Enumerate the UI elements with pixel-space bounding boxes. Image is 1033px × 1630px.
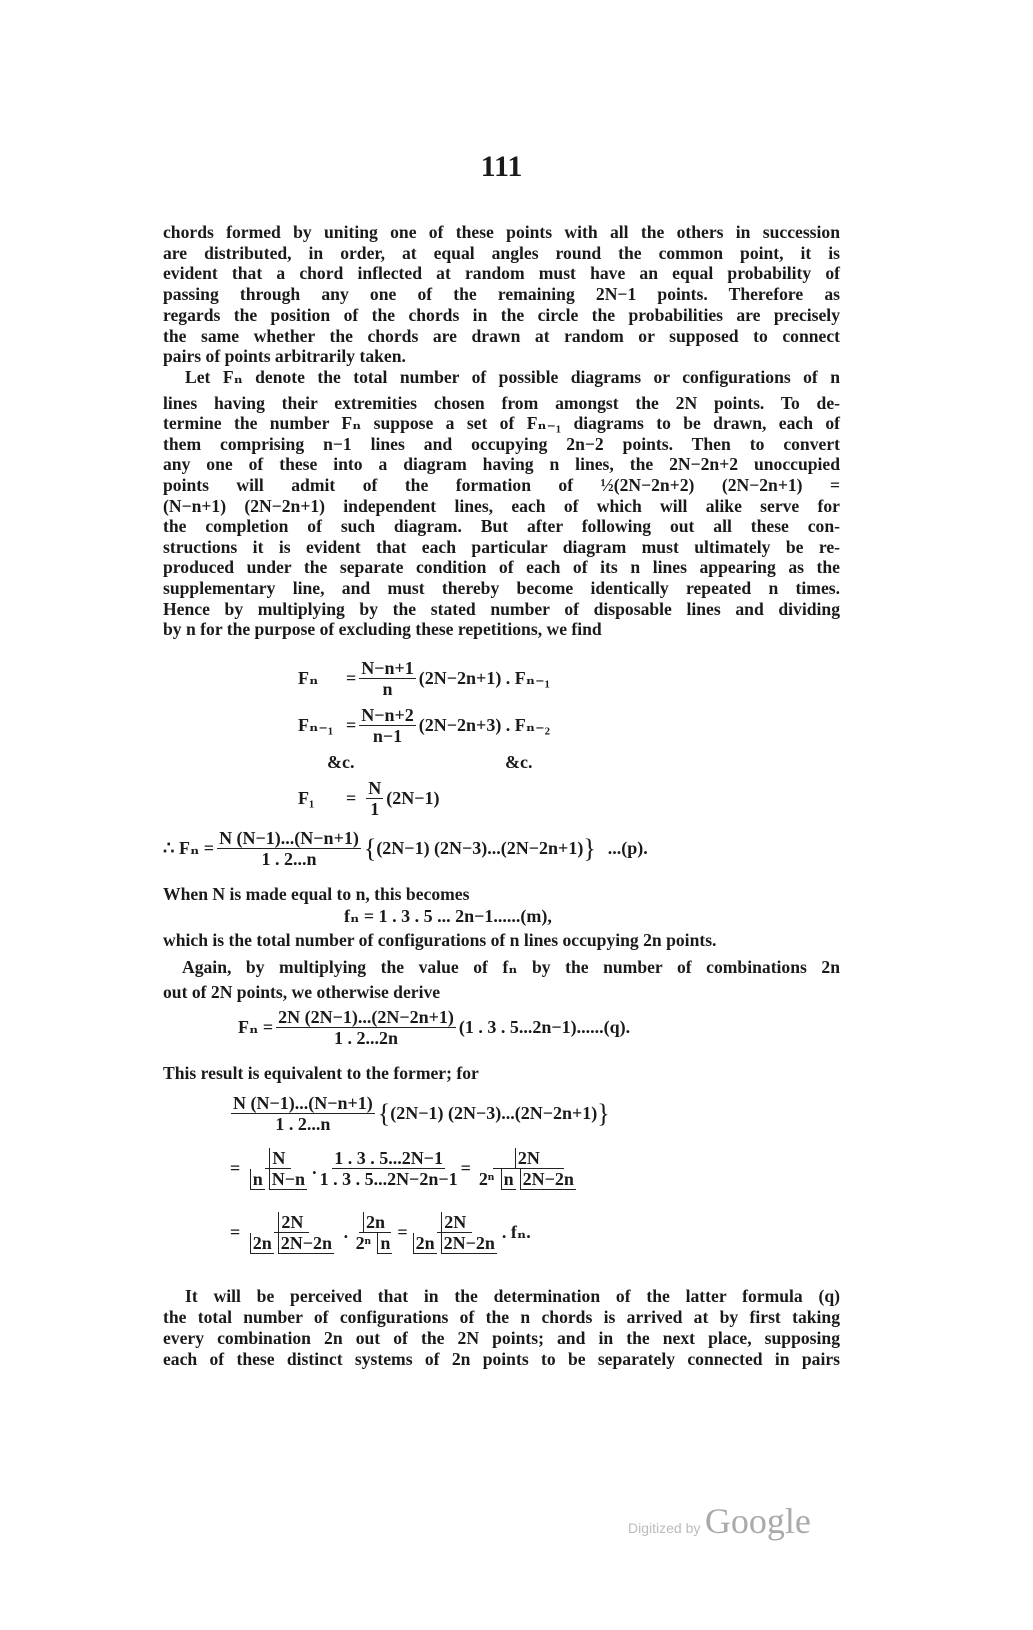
eq-tail: . fₙ. bbox=[501, 1222, 531, 1242]
factorial: n bbox=[501, 1169, 516, 1190]
eq-lhs: Fₙ bbox=[238, 1017, 259, 1037]
eq-num: N−n+1 bbox=[361, 658, 414, 678]
eq-rest: (2N−2n+1) . Fₙ₋₁ bbox=[418, 668, 551, 688]
eq-den: 2ⁿ bbox=[478, 1169, 495, 1189]
text-line: produced under the separate condition of each of its n lines appearing as the bbox=[163, 557, 840, 578]
text-line: by n for the purpose of excluding these repetitions, we find bbox=[163, 619, 602, 640]
watermark-prefix: Digitized by bbox=[628, 1520, 701, 1536]
eq-tag: ...(p). bbox=[607, 838, 648, 858]
text-line: This result is equivalent to the former; for bbox=[163, 1063, 479, 1083]
factorial: 2N bbox=[515, 1148, 542, 1169]
etc-1: &c. bbox=[327, 752, 355, 772]
eq-den: 1 . 3 . 5...2N−2n−1 bbox=[319, 1169, 458, 1189]
text-line: Let Fₙ denote the total number of possible diagrams or configurations of n bbox=[185, 367, 840, 387]
text-line: When N is made equal to n, this becomes bbox=[163, 884, 470, 904]
text-line: every combination 2n out of the 2N points; and in the next place, supposing bbox=[163, 1328, 840, 1348]
text-line: points will admit of the formation of ½(2N−2n+2) (2N−2n+1) = bbox=[163, 475, 840, 495]
equation-p: ∴ Fₙ = $\frac{N (N-1)...(N-n+1)}{1 . 2...n}$ { (2N−1) (2N−3)...(2N−2n+1) } ...(p). bbox=[163, 828, 648, 869]
factorial: n bbox=[377, 1233, 392, 1254]
eq-num: N−n+2 bbox=[361, 705, 414, 725]
factorial: N bbox=[269, 1148, 287, 1169]
text-line: any one of these into a diagram having n lines, the 2N−2n+2 unoccupied bbox=[163, 454, 840, 475]
google-watermark bbox=[628, 1500, 811, 1542]
text-line: out of 2N points, we otherwise derive bbox=[163, 982, 441, 1002]
eq-den: 1 . 2...2n bbox=[333, 1028, 398, 1048]
factorial: N−n bbox=[269, 1169, 307, 1190]
text-line: the completion of such diagram. But after following out all these con- bbox=[163, 516, 840, 537]
text-line: Hence by multiplying by the stated number of disposable lines and dividing bbox=[163, 598, 840, 619]
text-line: passing through any one of the remaining 2N−1 points. Therefore as bbox=[163, 284, 840, 305]
text-line: It will be perceived that in the determination of the latter formula (q) bbox=[185, 1286, 840, 1306]
factorial: 2N bbox=[278, 1212, 305, 1233]
equation-e1: $\frac{N (N-1)...(N-n+1)}{1 . 2...n}$ { (2N−1) (2N−3)...(2N−2n+1) } bbox=[233, 1093, 610, 1134]
eq-rest: (1 . 3 . 5...2n−1)......(q). bbox=[458, 1017, 631, 1037]
text-line: each of these distinct systems of 2n points to be separately connected in pairs bbox=[163, 1349, 840, 1369]
eq-lhs: ∴ Fₙ bbox=[163, 838, 200, 858]
factorial: 2n bbox=[413, 1233, 437, 1254]
factorial: 2n bbox=[363, 1212, 387, 1233]
factorial: 2N−2n bbox=[520, 1169, 576, 1190]
eq-num: 2N (2N−1)...(2N−2n+1) bbox=[278, 1007, 454, 1027]
text-line: the total number of configurations of the n chords is arrived at by first taking bbox=[163, 1307, 840, 1327]
eq-num: N bbox=[368, 778, 382, 798]
text-line: (N−n+1) (2N−2n+1) independent lines, each of which will alike serve for bbox=[163, 495, 840, 516]
eq-rest: (2N−1) bbox=[386, 788, 440, 808]
eq-den: n−1 bbox=[372, 726, 403, 746]
eq-rest: (2N−1) (2N−3)...(2N−2n+1) bbox=[390, 1103, 598, 1123]
text-line: termine the number Fₙ suppose a set of Fₙ₋₁ diagrams to be drawn, each of bbox=[163, 413, 840, 434]
eq-den: 2ⁿ bbox=[355, 1233, 371, 1253]
equation-3: F₁ = $\frac{N}{1}$ (2N−1) bbox=[298, 778, 440, 819]
text-line: Again, by multiplying the value of fₙ by the number of combinations 2n bbox=[182, 957, 840, 977]
eq-lhs: F₁ bbox=[298, 788, 315, 808]
page-number: 111 bbox=[480, 150, 523, 183]
text-line: which is the total number of configurations of n lines occupying 2n points. bbox=[163, 930, 717, 950]
factorial: 2N−2n bbox=[278, 1233, 334, 1254]
eq-rest: (2N−1) (2N−3)...(2N−2n+1) bbox=[376, 838, 584, 858]
eq-den: n bbox=[382, 679, 393, 699]
text-line: structions it is evident that each particular diagram must ultimately be re- bbox=[163, 536, 840, 557]
text-line: pairs of points arbitrarily taken. bbox=[163, 346, 406, 367]
eq-lhs: Fₙ bbox=[298, 668, 319, 688]
text-line: are distributed, in order, at equal angles round the common point, it is bbox=[163, 242, 840, 263]
eq-num: N (N−1)...(N−n+1) bbox=[219, 828, 359, 848]
eq-num: N (N−1)...(N−n+1) bbox=[233, 1093, 373, 1113]
text-line: evident that a chord inflected at random must have an equal probability of bbox=[163, 263, 840, 284]
eq-num: 1 . 3 . 5...2N−1 bbox=[334, 1148, 443, 1168]
eq-lhs: Fₙ₋₁ bbox=[298, 715, 334, 735]
text-line: the same whether the chords are drawn at random or supposed to connect bbox=[163, 325, 840, 346]
factorial: 2n bbox=[250, 1233, 274, 1254]
etc-2: &c. bbox=[505, 752, 533, 772]
text-line: them comprising n−1 lines and occupying 2n−2 points. Then to convert bbox=[163, 433, 840, 454]
equation-m: fₙ = 1 . 3 . 5 ... 2n−1......(m), bbox=[344, 906, 552, 926]
equation-e3: = $\frac{2N}{2n 2N-2n}$ . $\frac{2n}{\text{2ⁿ n}}$ = $\frac{2N}{2n 2N-2n}$ . fₙ. bbox=[230, 1212, 531, 1253]
eq-den: 1 . 2...n bbox=[261, 849, 317, 869]
equation-e2: = $\frac{N}{\text{n N−n}}$ . $\frac{1 . 3 . 5...2N-1}{1 . 3 . 5...2N-2n-1}$ = $\frac{2N}{\text{2ⁿ n 2N−2n}}$ bbox=[230, 1148, 574, 1189]
watermark-logo: Google bbox=[704, 1501, 811, 1541]
factorial: 2N−2n bbox=[441, 1233, 497, 1254]
eq-den: 1 . 2...n bbox=[275, 1114, 331, 1134]
text-line: regards the position of the chords in the circle the probabilities are precisely bbox=[163, 304, 840, 325]
equation-2: Fₙ₋₁ = $\frac{N-n+2}{n-1}$ (2N−2n+3) . Fₙ₋₂ bbox=[298, 705, 551, 746]
equation-q: Fₙ = $\frac{2N (2N-1)...(2N-2n+1)}{1 . 2...2n}$ (1 . 3 . 5...2n−1)......(q). bbox=[238, 1007, 631, 1048]
factorial: n bbox=[250, 1169, 265, 1190]
equation-1: Fₙ = $\frac{N-n+1}{n}$ (2N−2n+1) . Fₙ₋₁ bbox=[298, 658, 551, 699]
eq-rest: (2N−2n+3) . Fₙ₋₂ bbox=[418, 715, 551, 735]
text-line: chords formed by uniting one of these points with all the others in succession bbox=[163, 222, 840, 242]
text-line: supplementary line, and must thereby become identically repeated n times. bbox=[163, 578, 840, 598]
eq-den: 1 bbox=[370, 799, 380, 819]
text-line: lines having their extremities chosen from amongst the 2N points. To de- bbox=[163, 392, 840, 413]
factorial: 2N bbox=[441, 1212, 468, 1233]
